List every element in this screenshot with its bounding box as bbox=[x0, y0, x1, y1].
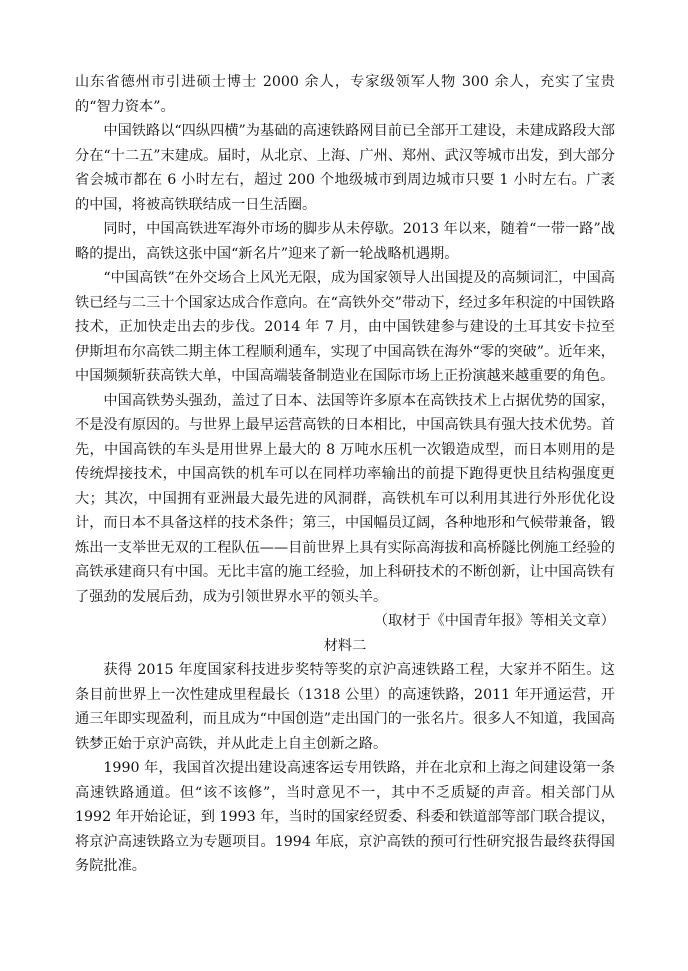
paragraph-beijing-shanghai-railway: 获得 2015 年度国家科技进步奖特等奖的京沪高速铁路工程，大家并不陌生。这条目前世界上一次性建成里程最长（1318 公里）的高速铁路，2011 年开通运营，开通三年即实现盈利，而且成为“中国创造”走出国门的一张名片。很多人不知道，我国高铁梦正始于京沪高铁，并从此走上自主创新之路。 bbox=[75, 662, 615, 752]
paragraph-history-1990: 1990 年，我国首次提出建设高速客运专用铁路，并在北京和上海之间建设第一条高速铁路通道。但“该不该修”，当时意见不一，其中不乏质疑的声音。相关部门从 1992 年开始论证，到 1993 年，当时的国家经贸委、科委和铁道部等部门联合提议，将京沪高速铁路立为专题项目。1994 年底，京沪高铁的预可行性研究报告最终获得国务院批准。 bbox=[75, 760, 615, 874]
paragraph-overseas-market: 同时，中国高铁进军海外市场的脚步从未停歇。2013 年以来，随着“一带一路”战略的提出，高铁这张中国“新名片”迎来了新一轮战略机遇期。 bbox=[75, 221, 615, 262]
material-2-heading: 材料二 bbox=[323, 637, 367, 654]
paragraph-continuation: 山东省德州市引进硕士博士 2000 余人，专家级领军人物 300 余人，充实了宝贵的“智力资本”。 bbox=[75, 74, 615, 115]
source-note: （取材于《中国青年报》等相关文章） bbox=[373, 613, 615, 629]
paragraph-rail-diplomacy: “中国高铁”在外交场合上风光无限，成为国家领导人出国提及的高频词汇，中国高铁已经与二三十个国家达成合作意向。在“高铁外交”带动下，经过多年积淀的中国铁路技术，正加快走出去的步伐。2014 年 7 月，由中国铁建参与建设的土耳其安卡拉至伊斯坦布尔高铁二期主体工程顺利通车，实现了中国高铁在海外“零的突破”。近年来，中国频频斩获高铁大单，中国高端装备制造业在国际市场上正扮演越来越重要的角色。 bbox=[75, 270, 615, 384]
paragraph-technical-advantages: 中国高铁势头强劲，盖过了日本、法国等许多原本在高铁技术上占据优势的国家，不是没有原因的。与世界上最早运营高铁的日本相比，中国高铁具有强大技术优势。首先，中国高铁的车头是用世界上最大的 8 万吨水压机一次锻造成型，而日本则用的是传统焊接技术，中国高铁的机车可以在同样功率输出的前提下跑得更快且结构强度更大；其次，中国拥有亚洲最大最先进的风洞群，高铁机车可以利用其进行外形优化设计，而日本不具备这样的技术条件；第三，中国幅员辽阔，各种地形和气候带兼备，锻炼出一支举世无双的工程队伍——目前世界上具有实际高海拔和高桥隧比例施工经验的高铁承建商只有中国。无比丰富的施工经验，加上科研技术的不断创新，让中国高铁有了强劲的发展后劲，成为引领世界水平的领头羊。 bbox=[75, 392, 615, 605]
document-page bbox=[75, 70, 615, 879]
paragraph-high-speed-network: 中国铁路以“四纵四横”为基础的高速铁路网目前已全部开工建设，未建成路段大部分在“十二五”末建成。届时，从北京、上海、广州、郑州、武汉等城市出发，到大部分省会城市都在 6 小时左右，超过 200 个地级城市到周边城市只要 1 小时左右。广袤的中国，将被高铁联结成一日生活圈。 bbox=[75, 123, 615, 213]
